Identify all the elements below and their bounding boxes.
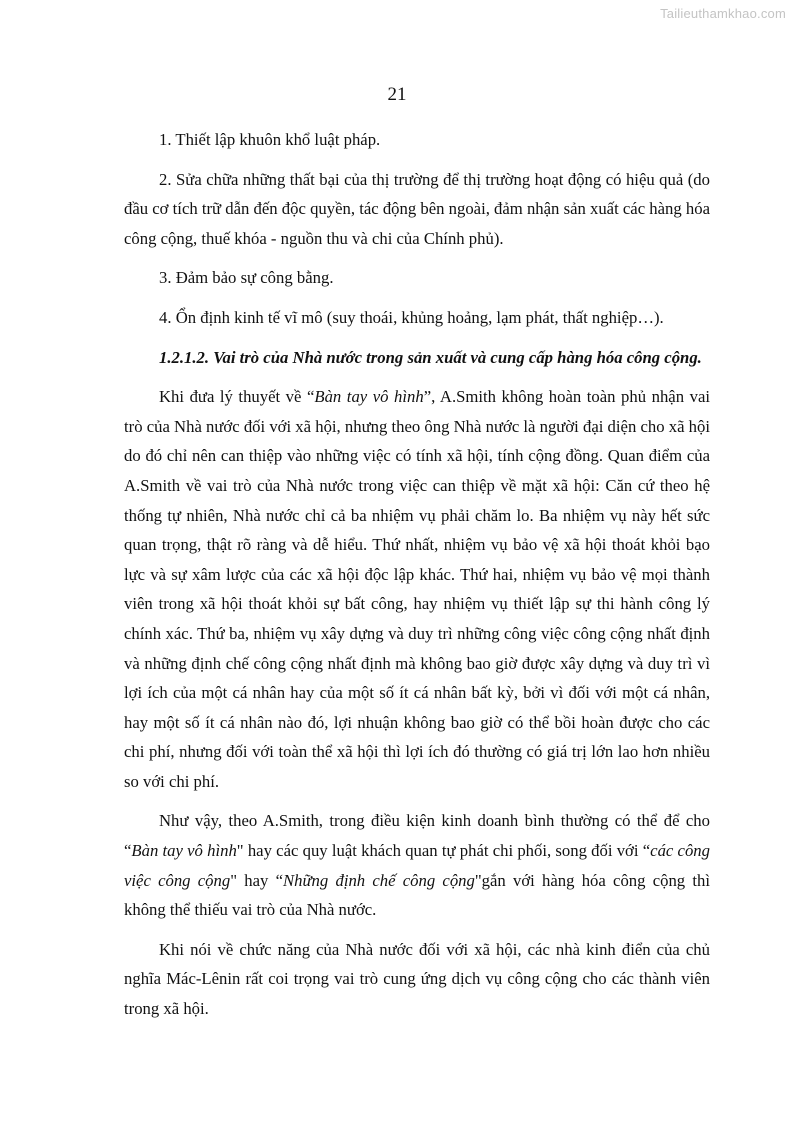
paragraph-2-italic-b: Bàn tay vô hình [131, 841, 237, 861]
list-item-1: 1. Thiết lập khuôn khổ luật pháp. [159, 130, 381, 149]
page-number: 21 [387, 84, 407, 105]
paragraph-3: Khi nói về chức năng của Nhà nước đối với xã hội, các nhà kinh điển của chủ nghĩa Mác-Lênin rất coi trọng vai trò cung ứng dịch vụ công cộng cho các thành viên trong xã hội. [124, 939, 710, 1019]
paragraph-2-italic-d: các công việc công cộng [124, 841, 710, 890]
paragraph-1-text-c: ”, A.Smith không hoàn toàn phủ nhận vai trò của Nhà nước đối với xã hội, nhưng theo ông Nhà nước là người đại diện cho xã hội do đó chỉ nên can thiệp vào những việc có tính xã hội, tính cộng đồng. Quan điểm của A.Smith về vai trò của Nhà nước trong việc can thiệp về mặt xã hội: Căn cứ theo hệ thống tự nhiên, Nhà nước chỉ cả ba nhiệm vụ phải chăm lo. Ba nhiệm vụ này hết sức quan trọng, thật rõ ràng và dễ hiểu. Thứ nhất, nhiệm vụ bảo vệ xã hội thoát khỏi bạo lực và sự xâm lược của các xã hội độc lập khác. Thứ hai, nhiệm vụ bảo vệ mọi thành viên trong xã hội thoát khỏi sự bất công, hay nhiệm vụ thiết lập sự thi hành công lý chính xác. Thứ ba, nhiệm vụ xây dựng và duy trì những công việc công cộng nhất định và những định chế công cộng nhất định mà không bao giờ được xây dựng và duy trì vì lợi ích của một cá nhân hay của một số ít cá nhân bất kỳ, bởi vì đối với một cá nhân, hay một số ít cá nhân nào đó, lợi nhuận không bao giờ có thể bồi hoàn được cho các chi phí, nhưng đối với toàn thể xã hội thì lợi ích đó thường có giá trị lớn lao hơn nhiều so với chi phí. [124, 387, 710, 791]
paragraph-1 [124, 382, 710, 796]
paragraph-2 [124, 806, 710, 924]
paragraph-1-text-a: Khi đưa lý thuyết về “ [159, 387, 315, 407]
list-item-3: 3. Đảm bảo sự công bằng. [159, 268, 334, 288]
paragraph-2-italic-f: Những định chế công cộng [282, 870, 475, 890]
list-item-4: 4. Ổn định kinh tế vĩ mô (suy thoái, khủng hoảng, lạm phát, thất nghiệp…). [159, 307, 664, 327]
paragraph-2-text-a: Như vậy, theo A.Smith, trong điều kiện kinh doanh bình thường có thể để cho “ [124, 811, 710, 861]
list-item-2: 2. Sửa chữa những thất bại của thị trường để thị trường hoạt động có hiệu quả (do đầu cơ tích trữ dẫn đến độc quyền, tác động bên ngoài, đảm nhận sản xuất các hàng hóa công cộng, thuế khóa - nguồn thu và chi của Chính phủ). [124, 169, 710, 248]
paragraph-2-text-g: "gắn với hàng hóa công cộng thì không thể thiếu vai trò của Nhà nước. [124, 870, 710, 920]
paragraph-2-text-e: " hay “ [230, 870, 283, 890]
watermark: Tailieuthamkhao.com [660, 6, 786, 21]
section-heading: 1.2.1.2. Vai trò của Nhà nước trong sản xuất và cung cấp hàng hóa công cộng. [159, 347, 702, 367]
paragraph-2-text-c: " hay các quy luật khách quan tự phát chi phối, song đối với “ [236, 841, 651, 861]
document-body [124, 125, 710, 1024]
paragraph-1-italic-term: Bàn tay vô hình [314, 387, 424, 407]
